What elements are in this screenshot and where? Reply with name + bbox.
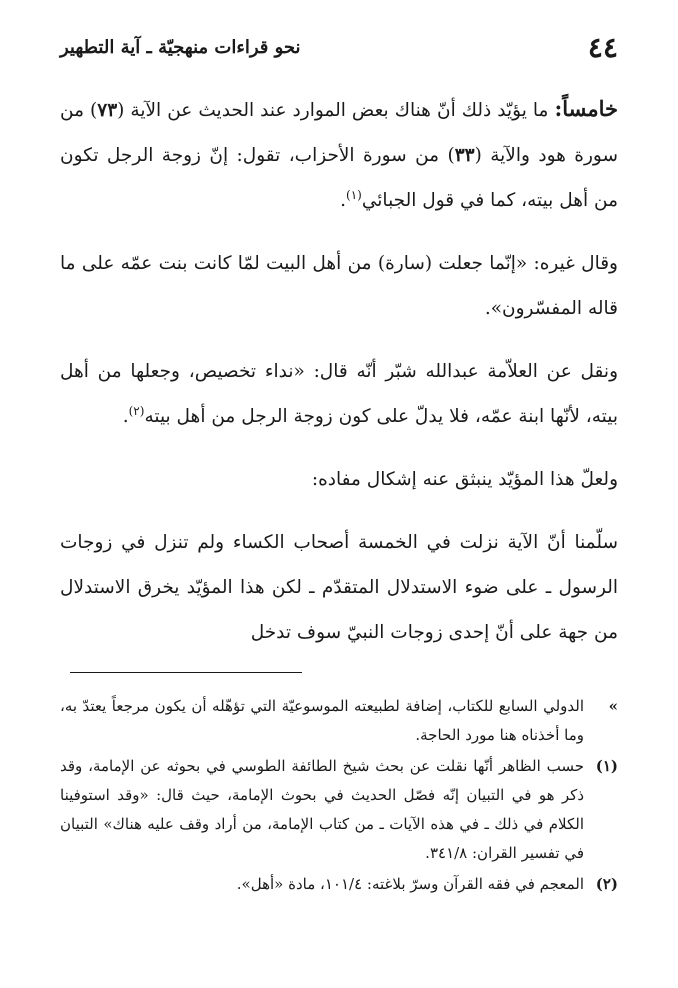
paragraph-5: سلّمنا أنّ الآية نزلت في الخمسة أصحاب الكساء ولم تنزل في زوجات الرسول ـ على ضوء الاستدلال المتقدّم ـ لكن هذا المؤيّد يخرق الاستدلال من جهة على أنّ إحدى زوجات النبيّ سوف تدخل	[60, 532, 618, 643]
paragraph-text: ما يؤيّد ذلك أنّ هناك بعض الموارد عند الحديث عن الآية (	[117, 100, 555, 121]
paragraph-2: وقال غيره: «إنّما جعلت (سارة) من أهل البيت لمّا كانت بنت عمّه على ما قاله المفسّرون».	[60, 253, 618, 319]
footnote-ref: (١)	[346, 187, 362, 202]
paragraph-end: .	[340, 190, 347, 211]
paragraph-end: .	[122, 406, 129, 427]
paragraph-1	[60, 86, 618, 223]
main-text	[60, 86, 618, 673]
paragraph-text: ونقل عن العلاّمة عبدالله شبّر أنّه قال: «نداء تخصيص، وجعلها من أهل بيته، لأنّها ابنة عمّه، فلا يدلّ على كون زوجة الرجل من أهل بيته	[60, 361, 618, 427]
footnotes	[60, 692, 618, 901]
footnote-continued	[60, 692, 618, 750]
verse-number: ٣٣	[454, 145, 475, 166]
page-number: ٤٤	[587, 30, 618, 64]
running-title: نحو قراءات منهجيّة ـ آية التطهير	[60, 36, 301, 58]
footnote-marker: (٢)	[595, 875, 618, 893]
footnote-text: حسب الظاهر أنّها نقلت عن بحث شيخ الطائفة الطوسي في بحوثه عن الإمامة، وقد ذكر هو في التبيان إنّه فصّل الحديث في بحوث الإمامة، حيث قال: «وقد استوفينا الكلام في ذلك ـ في هذه الآيات ـ من كتاب الإمامة، من أراد وقف عليه هناك» التبيان في تفسير القران: ٣٤١/٨.	[60, 757, 584, 862]
footnote-separator	[70, 672, 302, 673]
footnote-2	[60, 870, 618, 899]
footnote-1	[60, 752, 618, 868]
paragraph-3	[60, 349, 618, 439]
footnote-text: المعجم في فقه القرآن وسرّ بلاغته: ١٠١/٤، مادة «أهل».	[236, 875, 584, 893]
paragraph-lead: خامساً:	[554, 96, 618, 121]
footnote-text: الدولي السابع للكتاب، إضافة لطبيعته الموسوعيّة التي تؤهّله أن يكون مرجعاً يعتدّ به، وما أخذناه هنا مورد الحاجة.	[60, 697, 584, 744]
verse-number: ٧٣	[97, 100, 118, 121]
paragraph-text: ) من سورة الأحزاب، تقول: إنّ زوجة الرجل تكون من أهل بيته، كما في قول الجبائي	[60, 145, 618, 211]
paragraph-4: ولعلّ هذا المؤيّد ينبثق عنه إشكال مفاده:	[311, 469, 618, 490]
footnote-marker: (١)	[595, 757, 618, 775]
footnote-ref: (٢)	[128, 403, 145, 418]
page-header	[60, 30, 618, 64]
paragraph-text: ) من سورة هود والآية (	[60, 100, 618, 166]
footnote-marker: »	[608, 697, 618, 715]
